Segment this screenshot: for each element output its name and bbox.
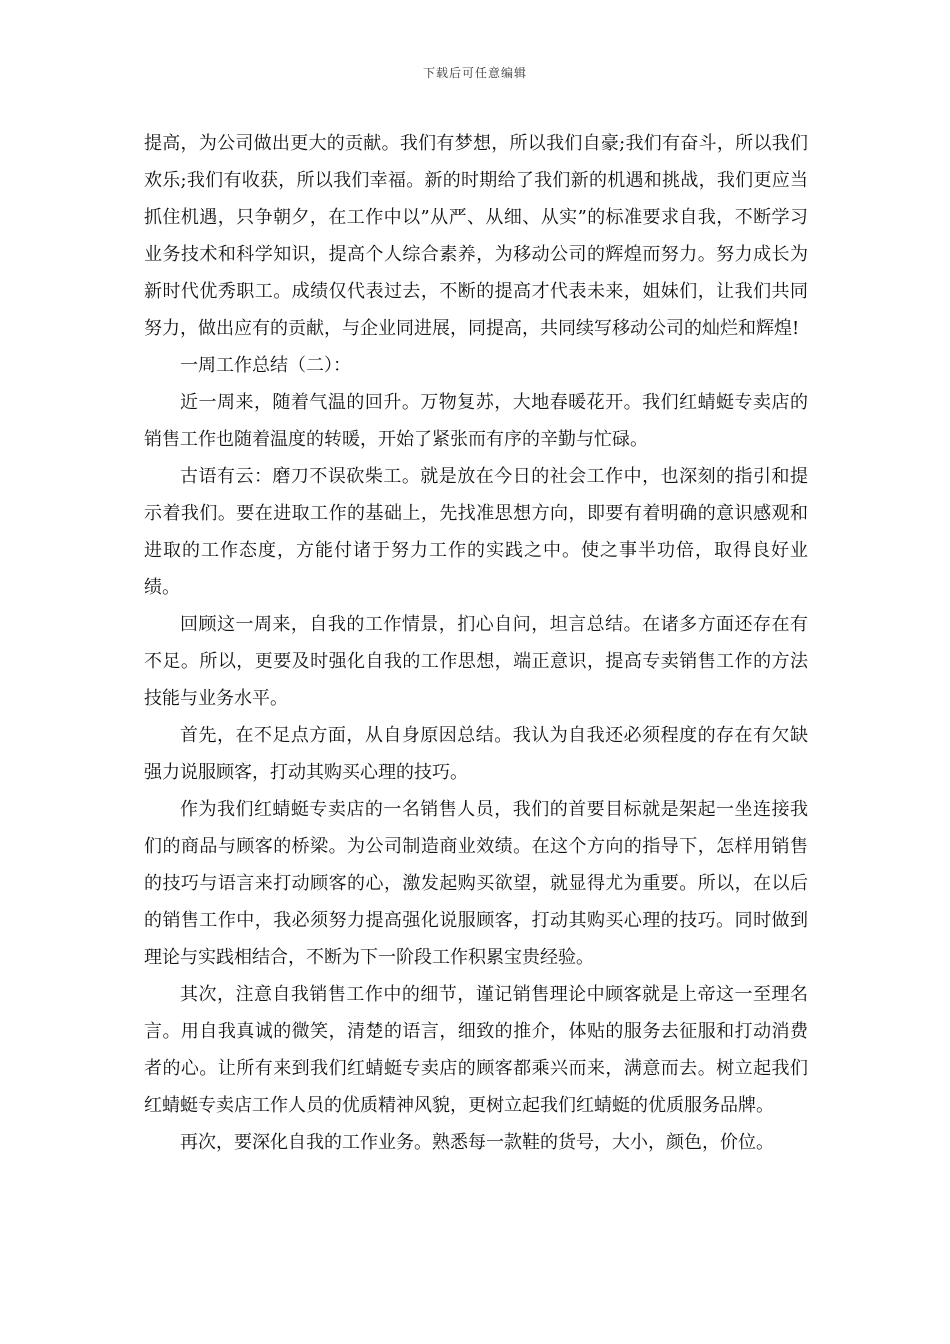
document-body	[144, 125, 808, 1161]
paragraph: 近一周来，随着气温的回升。万物复苏，大地春暖花开。我们红蜻蜓专卖店的销售工作也随着温度的转暖，开始了紧张而有序的辛勤与忙碌。	[144, 392, 808, 450]
paragraph: 首先，在不足点方面，从自身原因总结。我认为自我还必须程度的存在有欠缺强力说服顾客，打动其购买心理的技巧。	[144, 725, 808, 783]
paragraph: 古语有云：磨刀不误砍柴工。就是放在今日的社会工作中，也深刻的指引和提示着我们。要在进取工作的基础上，先找准思想方向，即要有着明确的意识感观和进取的工作态度，方能付诸于努力工作的实践之中。使之事半功倍，取得良好业绩。	[144, 466, 808, 598]
paragraph: 再次，要深化自我的工作业务。熟悉每一款鞋的货号，大小，颜色，价位。	[180, 1132, 774, 1153]
paragraph: 作为我们红蜻蜓专卖店的一名销售人员，我们的首要目标就是架起一坐连接我们的商品与顾客的桥梁。为公司制造商业效绩。在这个方向的指导下，怎样用销售的技巧与语言来打动顾客的心，激发起购买欲望，就显得尤为重要。所以，在以后的销售工作中，我必须努力提高强化说服顾客，打动其购买心理的技巧。同时做到理论与实践相结合，不断为下一阶段工作积累宝贵经验。	[144, 799, 808, 968]
paragraph: 提高，为公司做出更大的贡献。我们有梦想，所以我们自豪;我们有奋斗，所以我们欢乐;我们有收获，所以我们幸福。新的时期给了我们新的机遇和挑战，我们更应当抓住机遇，只争朝夕，在工作中以”从严、从细、从实”的标准要求自我，不断学习业务技术和科学知识，提高个人综合素养，为移动公司的辉煌而努力。努力成长为新时代优秀职工。成绩仅代表过去，不断的提高才代表未来，姐妹们，让我们共同努力，做出应有的贡献，与企业同进展，同提高，共同续写移动公司的灿烂和辉煌!	[144, 133, 808, 339]
page-header: 下载后可任意编辑	[422, 66, 527, 80]
paragraph: 回顾这一周来，自我的工作情景，扪心自问，坦言总结。在诸多方面还存在有不足。所以，更要及时强化自我的工作思想，端正意识，提高专卖销售工作的方法技能与业务水平。	[144, 614, 808, 709]
paragraph: 其次，注意自我销售工作中的细节，谨记销售理论中顾客就是上帝这一至理名言。用自我真诚的微笑，清楚的语言，细致的推介，体贴的服务去征服和打动消费者的心。让所有来到我们红蜻蜓专卖店的顾客都乘兴而来，满意而去。树立起我们红蜻蜓专卖店工作人员的优质精神风貌，更树立起我们红蜻蜓的优质服务品牌。	[144, 984, 808, 1116]
section-heading: 一周工作总结（二）：	[180, 355, 351, 376]
